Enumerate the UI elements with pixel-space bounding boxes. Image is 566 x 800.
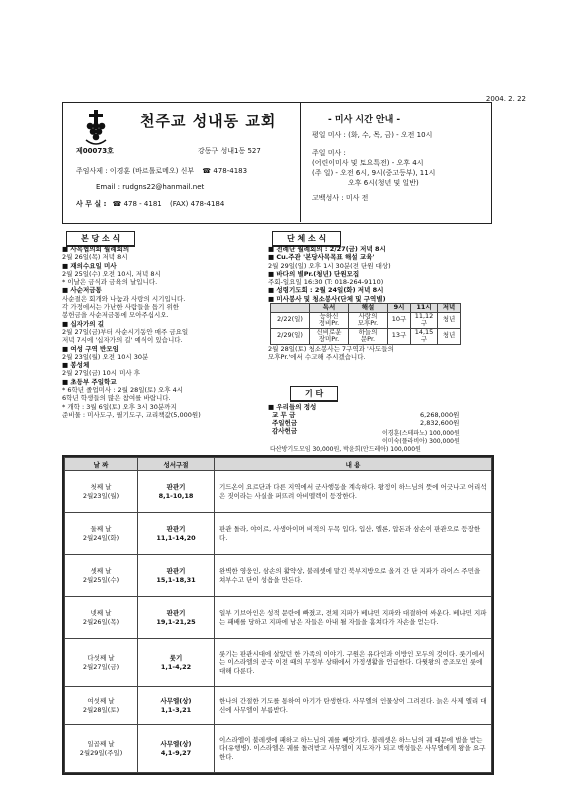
offering-value: 6,268,000원 [420, 411, 460, 419]
priest-name: 이경훈 (바르톨로메오) 신부 [109, 167, 195, 175]
mass-line: 평일 미사 : (화, 수, 목, 금) - 오전 10시 [312, 131, 433, 139]
church-title: 천주교 성내동 교회 [140, 112, 277, 130]
issue-number: 제00073호 [76, 147, 114, 155]
verse-cell [138, 639, 215, 687]
news-line: * 개학 : 3월 6일(토) 오후 3시 30분까지 [62, 402, 177, 411]
day-cell [65, 471, 138, 513]
service-header-cell: 9시 [388, 304, 411, 313]
priest-phone: ☎ 478-4183 [202, 167, 248, 175]
news-line: * 6학년 졸업미사 : 2월 28일(토) 오후 4시 [62, 386, 184, 395]
group-news-line: ■ Cu.주관 '본당사목목표 해설 교육' [268, 253, 375, 262]
day-cell [65, 597, 138, 639]
group-news-line: ■ 미사봉사 및 청소봉사(단체 및 구역별) [268, 294, 386, 303]
verse-range: 11,1-14,20 [156, 533, 196, 542]
bulletin-date: 2004. 2. 22 [485, 95, 526, 103]
service-cell: 10구 [388, 312, 411, 328]
day-date: 2월29일(주일) [79, 748, 123, 757]
day-cell [65, 639, 138, 687]
verse-cell [138, 513, 215, 555]
mass-time-title: - 미사 시간 안내 - [328, 115, 401, 125]
offering-label: 주일헌금 [272, 419, 298, 427]
service-cell: 2/22(일) [271, 312, 310, 328]
day-cell [65, 725, 138, 773]
day-date: 2월25일(수) [82, 575, 120, 584]
content-cell: 완벽한 영웅인, 삼손의 활약상, 불레셋에 맡긴 북부지방으로 올겨 간 단 지파가 라이스 주민을 쳐부수고 단이 성읍을 만든다. [215, 555, 492, 597]
service-header-cell: 저녁 [438, 304, 461, 313]
book-name: 판관기 [166, 566, 186, 575]
group-news-title: 단 체 소 식 [272, 231, 341, 247]
parish-news-title: 본 당 소 식 [66, 231, 135, 247]
thanks-label: 감사헌금 [272, 427, 298, 435]
day-label: 일곱째 날 [87, 739, 115, 748]
group-news-line: 주회-일요일 16:30 (T: 018-264-9110) [268, 278, 384, 287]
day-label: 여섯째 날 [87, 696, 115, 705]
service-row [271, 312, 461, 328]
service-cell: 청년 [438, 328, 461, 344]
day-label: 다섯째 날 [87, 653, 115, 662]
service-header-cell [271, 304, 310, 313]
date-header: 날 짜 [65, 458, 138, 471]
news-line: ■ 십자가의 길 [62, 319, 105, 328]
verse-range: 1,1-3,21 [160, 705, 192, 714]
news-line: ■ 사목협의회 월례회의 [62, 245, 130, 253]
mass-line: 고백성사 : 미사 전 [312, 194, 369, 202]
verse-cell [138, 555, 215, 597]
day-date: 2월23일(월) [82, 491, 120, 500]
bible-table [64, 457, 492, 773]
service-cell: 하늘의 문Pr. [349, 328, 388, 344]
thanks-line: 이미숙(플라비아) 300,000원 [382, 438, 460, 445]
book-name: 사무엘(상) [160, 696, 192, 705]
service-row [271, 328, 461, 344]
group-news-line: ■ 바다의 별Pr.(청년) 단원모집 [268, 269, 360, 278]
day-date: 2월27일(금) [82, 662, 120, 671]
verse-range: 19,1-21,25 [156, 617, 196, 626]
content-cell: 기드온이 요르단과 다른 지역에서 군사행동을 계속하다. 왕정이 하느님의 뜻에 어긋나고 어리석은 짓이라는 사실을 퍼뜨려 아비멜렉이 등장한다. [215, 471, 492, 513]
news-line: ■ 초등부 주일학교 [62, 377, 117, 386]
bible-row [65, 471, 492, 513]
mass-line: 주일 미사 : [312, 149, 346, 157]
group-news-line: ■ 전례단 월례회의 : 2/27(금) 저녁 8시 [268, 245, 386, 253]
bible-row [65, 725, 492, 773]
office-phone: ☎ 478 - 4181 [112, 200, 162, 208]
news-line: ■ 여성 구역 반모임 [62, 344, 119, 353]
group-news-line: 2월 29일(일) 오후 1시 30분(전 단원 대상) [268, 261, 391, 270]
content-cell: 이스라엘이 불레셋에 패하고 하느님의 궤를 빼앗기다. 불레셋은 하느님의 궤 때문에 벌을 받는다(유행병). 이스라엘은 궤를 돌려받고 사무엘이 지도자가 되고 백성들은 사무엘에게 왕을 요구한다. [215, 725, 492, 773]
offering-heading: ■ 우리들의 정성 [268, 403, 317, 411]
news-line: ■ 사순저금통 [62, 286, 102, 295]
verse-cell [138, 471, 215, 513]
service-header-cell: 독서 [310, 304, 349, 313]
bible-row [65, 639, 492, 687]
day-cell [65, 687, 138, 725]
book-name: 판관기 [166, 482, 186, 491]
news-line: 2월 23일(월) 오전 10시 30분 [62, 352, 149, 361]
news-line: 준비물 : 미사도구, 필기도구, 교리책값(5,000원) [62, 410, 201, 419]
group-news-list [268, 245, 490, 361]
content-cell: 한나의 간절한 기도를 통하여 아기가 탄생한다. 사무엘의 인물상이 그려진다. 늙은 사제 엘리 대신에 사무엘이 부름받다. [215, 687, 492, 725]
day-label: 넷째 날 [90, 608, 112, 617]
verse-cell [138, 687, 215, 725]
group-news-line: ■ 성령기도회 : 2월 24일(화) 저녁 8시 [268, 286, 384, 295]
etc-title: 기 타 [290, 386, 338, 402]
office-label: 사 무 실 : [76, 200, 107, 208]
priest-line [76, 166, 247, 176]
news-line: 2월 25일(수) 오전 10시, 저녁 8시 [62, 269, 161, 278]
verse-range: 8,1-10,18 [158, 491, 194, 500]
thanks-line: 다산방기도모임 30,000원, 박윤희(안드레아) 100,000원 [270, 446, 421, 453]
grape-cross-logo-icon [80, 110, 112, 146]
service-table-header [271, 304, 461, 313]
mass-line: (어린이미사 및 토요특전) - 오후 4시 [312, 159, 424, 167]
offering-value: 2,832,600원 [420, 419, 460, 427]
service-cell: 11,12 구 [411, 312, 438, 328]
book-name: 판관기 [166, 608, 186, 617]
news-line: 2월 27일(금)부터 사순시기동안 매주 금요일 [62, 327, 189, 336]
service-cell: 사랑의 모후Pr. [349, 312, 388, 328]
news-line: 각 가정에서는 가난한 사람들을 돕기 위한 [62, 303, 180, 312]
service-cell: 청년 [438, 312, 461, 328]
verse-range: 15,1-18,31 [156, 575, 196, 584]
priest-label: 주임사제 : [76, 167, 108, 175]
bible-reading-table [62, 455, 494, 775]
verse-header: 성서구절 [138, 458, 215, 471]
verse-cell [138, 725, 215, 773]
verse-range: 1,1-4,22 [160, 662, 192, 671]
bible-table-header [65, 458, 492, 471]
news-line: 저녁 7시에 '십자가의 길' 예식이 있습니다. [62, 336, 183, 345]
email-line[interactable]: Email : rudgns22@hanmail.net [96, 183, 205, 191]
news-line: ■ 봉성체 [62, 361, 90, 370]
bible-row [65, 555, 492, 597]
thanks-line: 이경훈(스테파노) 100,000원 [382, 430, 460, 437]
service-header-cell: 해설 [349, 304, 388, 313]
book-name: 판관기 [166, 524, 186, 533]
content-cell: 룻기는 판관시대에 살았던 한 가족의 이야기. 구원은 유다인과 이방인 모두의 것이다. 룻기에서는 이스라엘의 공국 이전 때의 무정부 상태에서 가정생활을 언급한다. 다윗왕의 증조모인 룻에 대해 다룬다. [215, 639, 492, 687]
news-line: 6학년 학생들의 많은 참여를 바랍니다. [62, 394, 171, 403]
day-date: 2월26일(목) [82, 617, 120, 626]
content-header: 내 용 [215, 458, 492, 471]
service-cell: 13구 [388, 328, 411, 344]
offering-label: 교 무 금 [272, 411, 296, 419]
news-line: ■ 재의수요일 미사 [62, 261, 117, 270]
office-line [76, 199, 224, 209]
service-cell: 능하신 정비Pr. [310, 312, 349, 328]
day-label: 셋째 날 [90, 566, 112, 575]
service-cell: 2/29(일) [271, 328, 310, 344]
book-name: 사무엘(상) [160, 739, 192, 748]
news-line: * 이날은 금식과 금육의 날입니다. [62, 278, 158, 287]
bible-row [65, 687, 492, 725]
day-label: 첫째 날 [90, 482, 112, 491]
news-line: 2월 26일(목) 저녁 8시 [62, 253, 128, 262]
service-table [270, 303, 461, 345]
day-cell [65, 555, 138, 597]
content-cell: 일부 기브아인은 성적 문란에 빠졌고, 전체 지파가 베냐민 지파와 대결하여 싸운다. 베냐민 지파는 패배를 당하고 지파에 남은 자들은 아내 될 자들을 훔쳐다가 자손을 얻는다. [215, 597, 492, 639]
verse-range: 4,1-9,27 [160, 748, 192, 757]
news-line: 사순절은 회개와 나눔과 사랑의 시기입니다. [62, 294, 186, 303]
service-cell: 14,15 구 [411, 328, 438, 344]
day-cell [65, 513, 138, 555]
book-name: 룻기 [169, 653, 183, 662]
mass-line: (주 일) - 오전 6시, 9시(중고등부), 11시 [312, 169, 436, 177]
church-address: 강동구 성내1동 527 [198, 147, 261, 155]
day-label: 둘째 날 [90, 524, 112, 533]
mass-line: 오후 6시(청년 및 일반) [348, 179, 419, 187]
verse-cell [138, 597, 215, 639]
content-cell: 판관 돌라, 야이르, 사생아이며 비적의 두목 입다, 입산, 엘론, 압돈과 삼손이 판관으로 등장한다. [215, 513, 492, 555]
office-fax: (FAX) 478-4184 [169, 200, 225, 208]
service-header-cell: 11시 [411, 304, 438, 313]
group-news-line: 모후Pr.'에서 수고해 주시겠습니다. [268, 352, 366, 361]
service-cell: 신비로운 장미Pr. [310, 328, 349, 344]
day-date: 2월24일(화) [82, 533, 120, 542]
parish-news-list [62, 245, 264, 419]
day-date: 2월28일(토) [82, 705, 120, 714]
bible-row [65, 513, 492, 555]
news-line: 2월 27일(금) 10시 미사 후 [62, 369, 140, 378]
group-news-line: 2월 28일(토) 청소봉사는 7구역과 '사도들의 [268, 344, 394, 353]
bible-row [65, 597, 492, 639]
news-line: 봉헌금을 사순저금통에 모아주십시오. [62, 311, 169, 320]
